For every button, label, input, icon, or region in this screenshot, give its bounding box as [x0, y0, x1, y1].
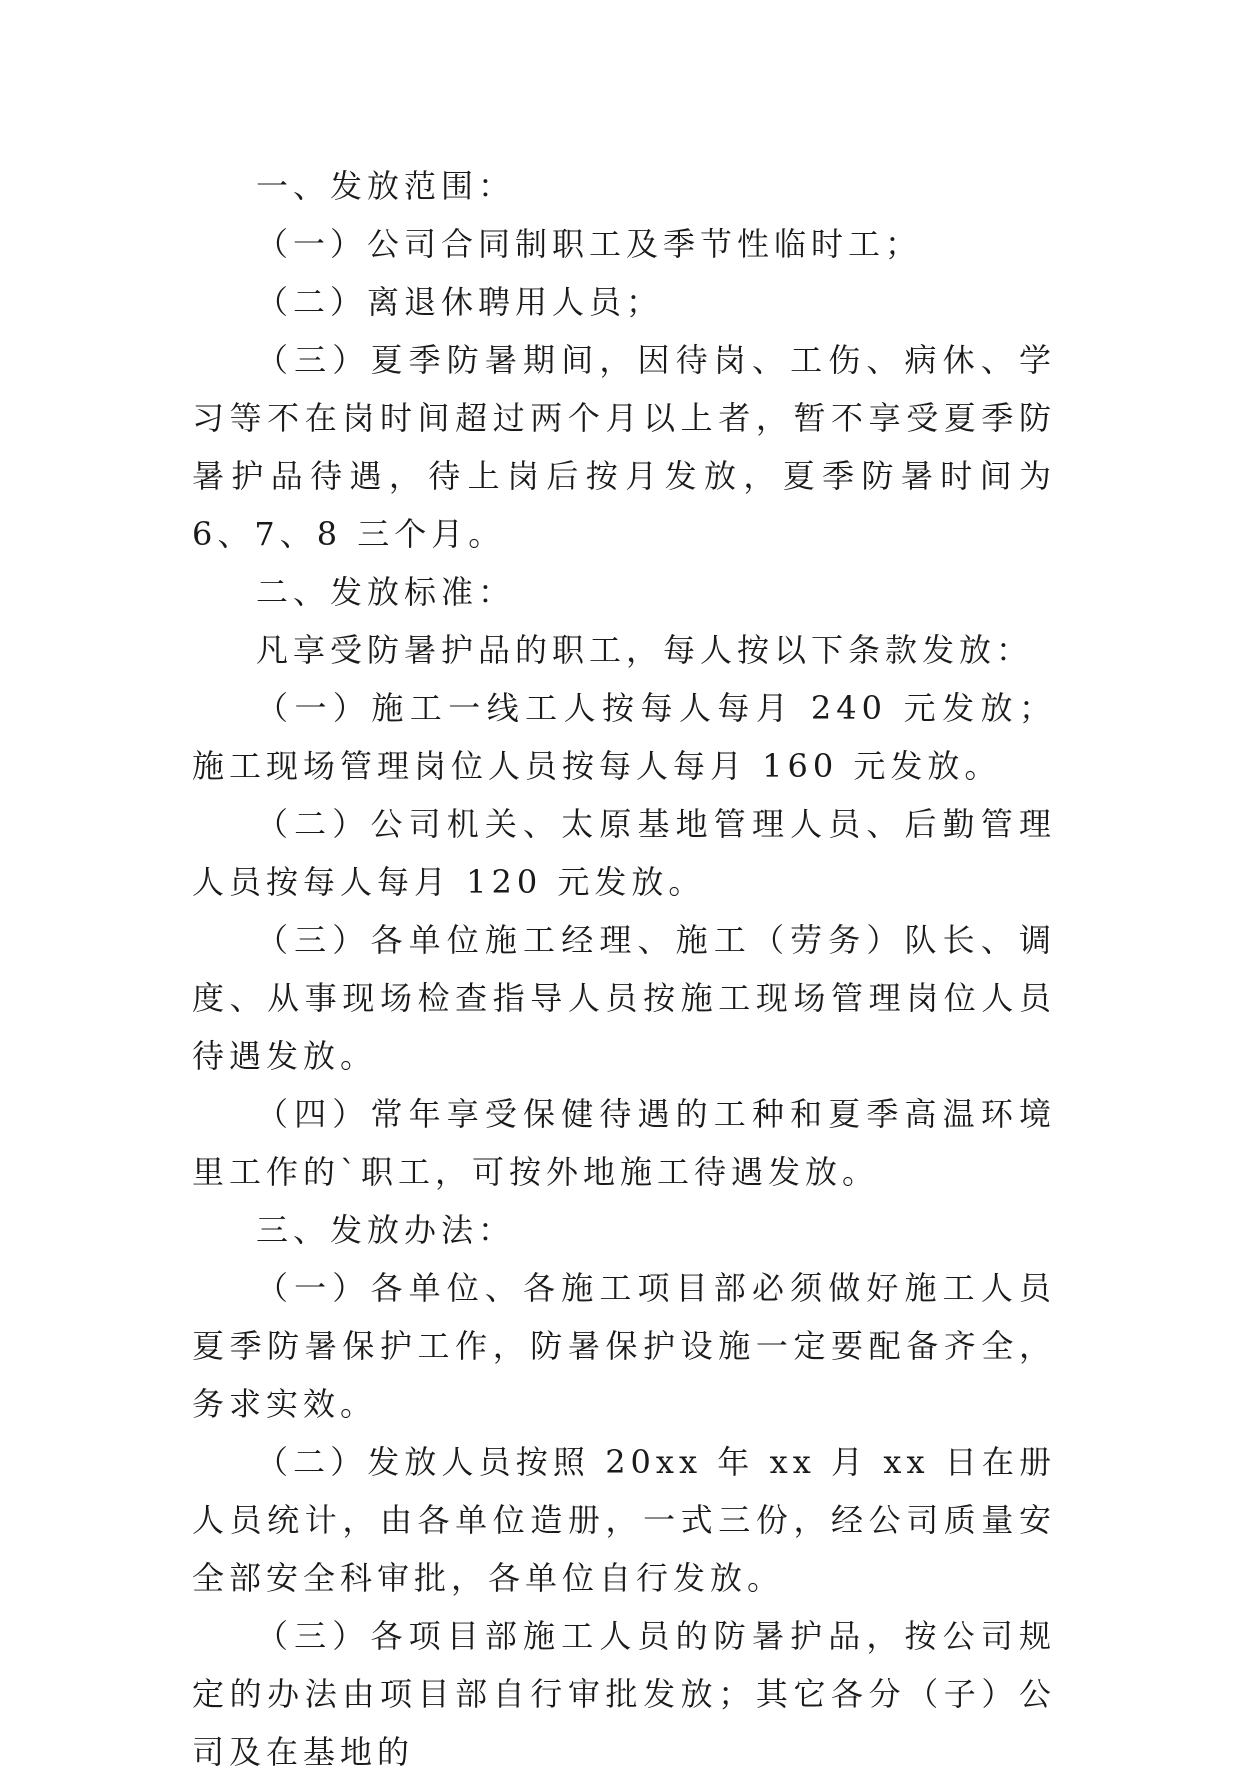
scope-item-1: （一）公司合同制职工及季节性临时工； — [256, 225, 923, 263]
scope-item-3: （三）夏季防暑期间，因待岗、工伤、病休、学习等不在岗时间超过两个月以上者，暂不享受夏季防暑护品待遇，待上岗后按月发放，夏季防暑时间为 6、7、8 三个月。 — [192, 341, 1056, 553]
standard-item-3: （三）各单位施工经理、施工（劳务）队长、调度、从事现场检查指导人员按施工现场管理岗位人员待遇发放。 — [192, 921, 1056, 1075]
standard-item-4: （四）常年享受保健待遇的工种和夏季高温环境里工作的`职工，可按外地施工待遇发放。 — [192, 1095, 1056, 1191]
method-item-1: （一）各单位、各施工项目部必须做好施工人员夏季防暑保护工作，防暑保护设施一定要配备齐全，务求实效。 — [192, 1269, 1056, 1423]
standard-item-2: （二）公司机关、太原基地管理人员、后勤管理人员按每人每月 120 元发放。 — [192, 805, 1056, 901]
method-item-3: （三）各项目部施工人员的防暑护品，按公司规定的办法由项目部自行审批发放；其它各分（子）公司及在基地的 — [192, 1617, 1056, 1771]
document-body — [192, 157, 1056, 1781]
section-heading-standard: 二、发放标准： — [256, 573, 516, 611]
standard-item-1: （一）施工一线工人按每人每月 240 元发放；施工现场管理岗位人员按每人每月 160 元发放。 — [192, 689, 1056, 785]
section-heading-scope: 一、发放范围： — [256, 167, 516, 205]
section-heading-method: 三、发放办法： — [256, 1211, 516, 1249]
method-item-2: （二）发放人员按照 20xx 年 xx 月 xx 日在册人员统计，由各单位造册，一式三份，经公司质量安全部安全科审批，各单位自行发放。 — [192, 1443, 1056, 1597]
standard-intro: 凡享受防暑护品的职工，每人按以下条款发放： — [256, 631, 1034, 669]
scope-item-2: （二）离退休聘用人员； — [256, 283, 664, 321]
